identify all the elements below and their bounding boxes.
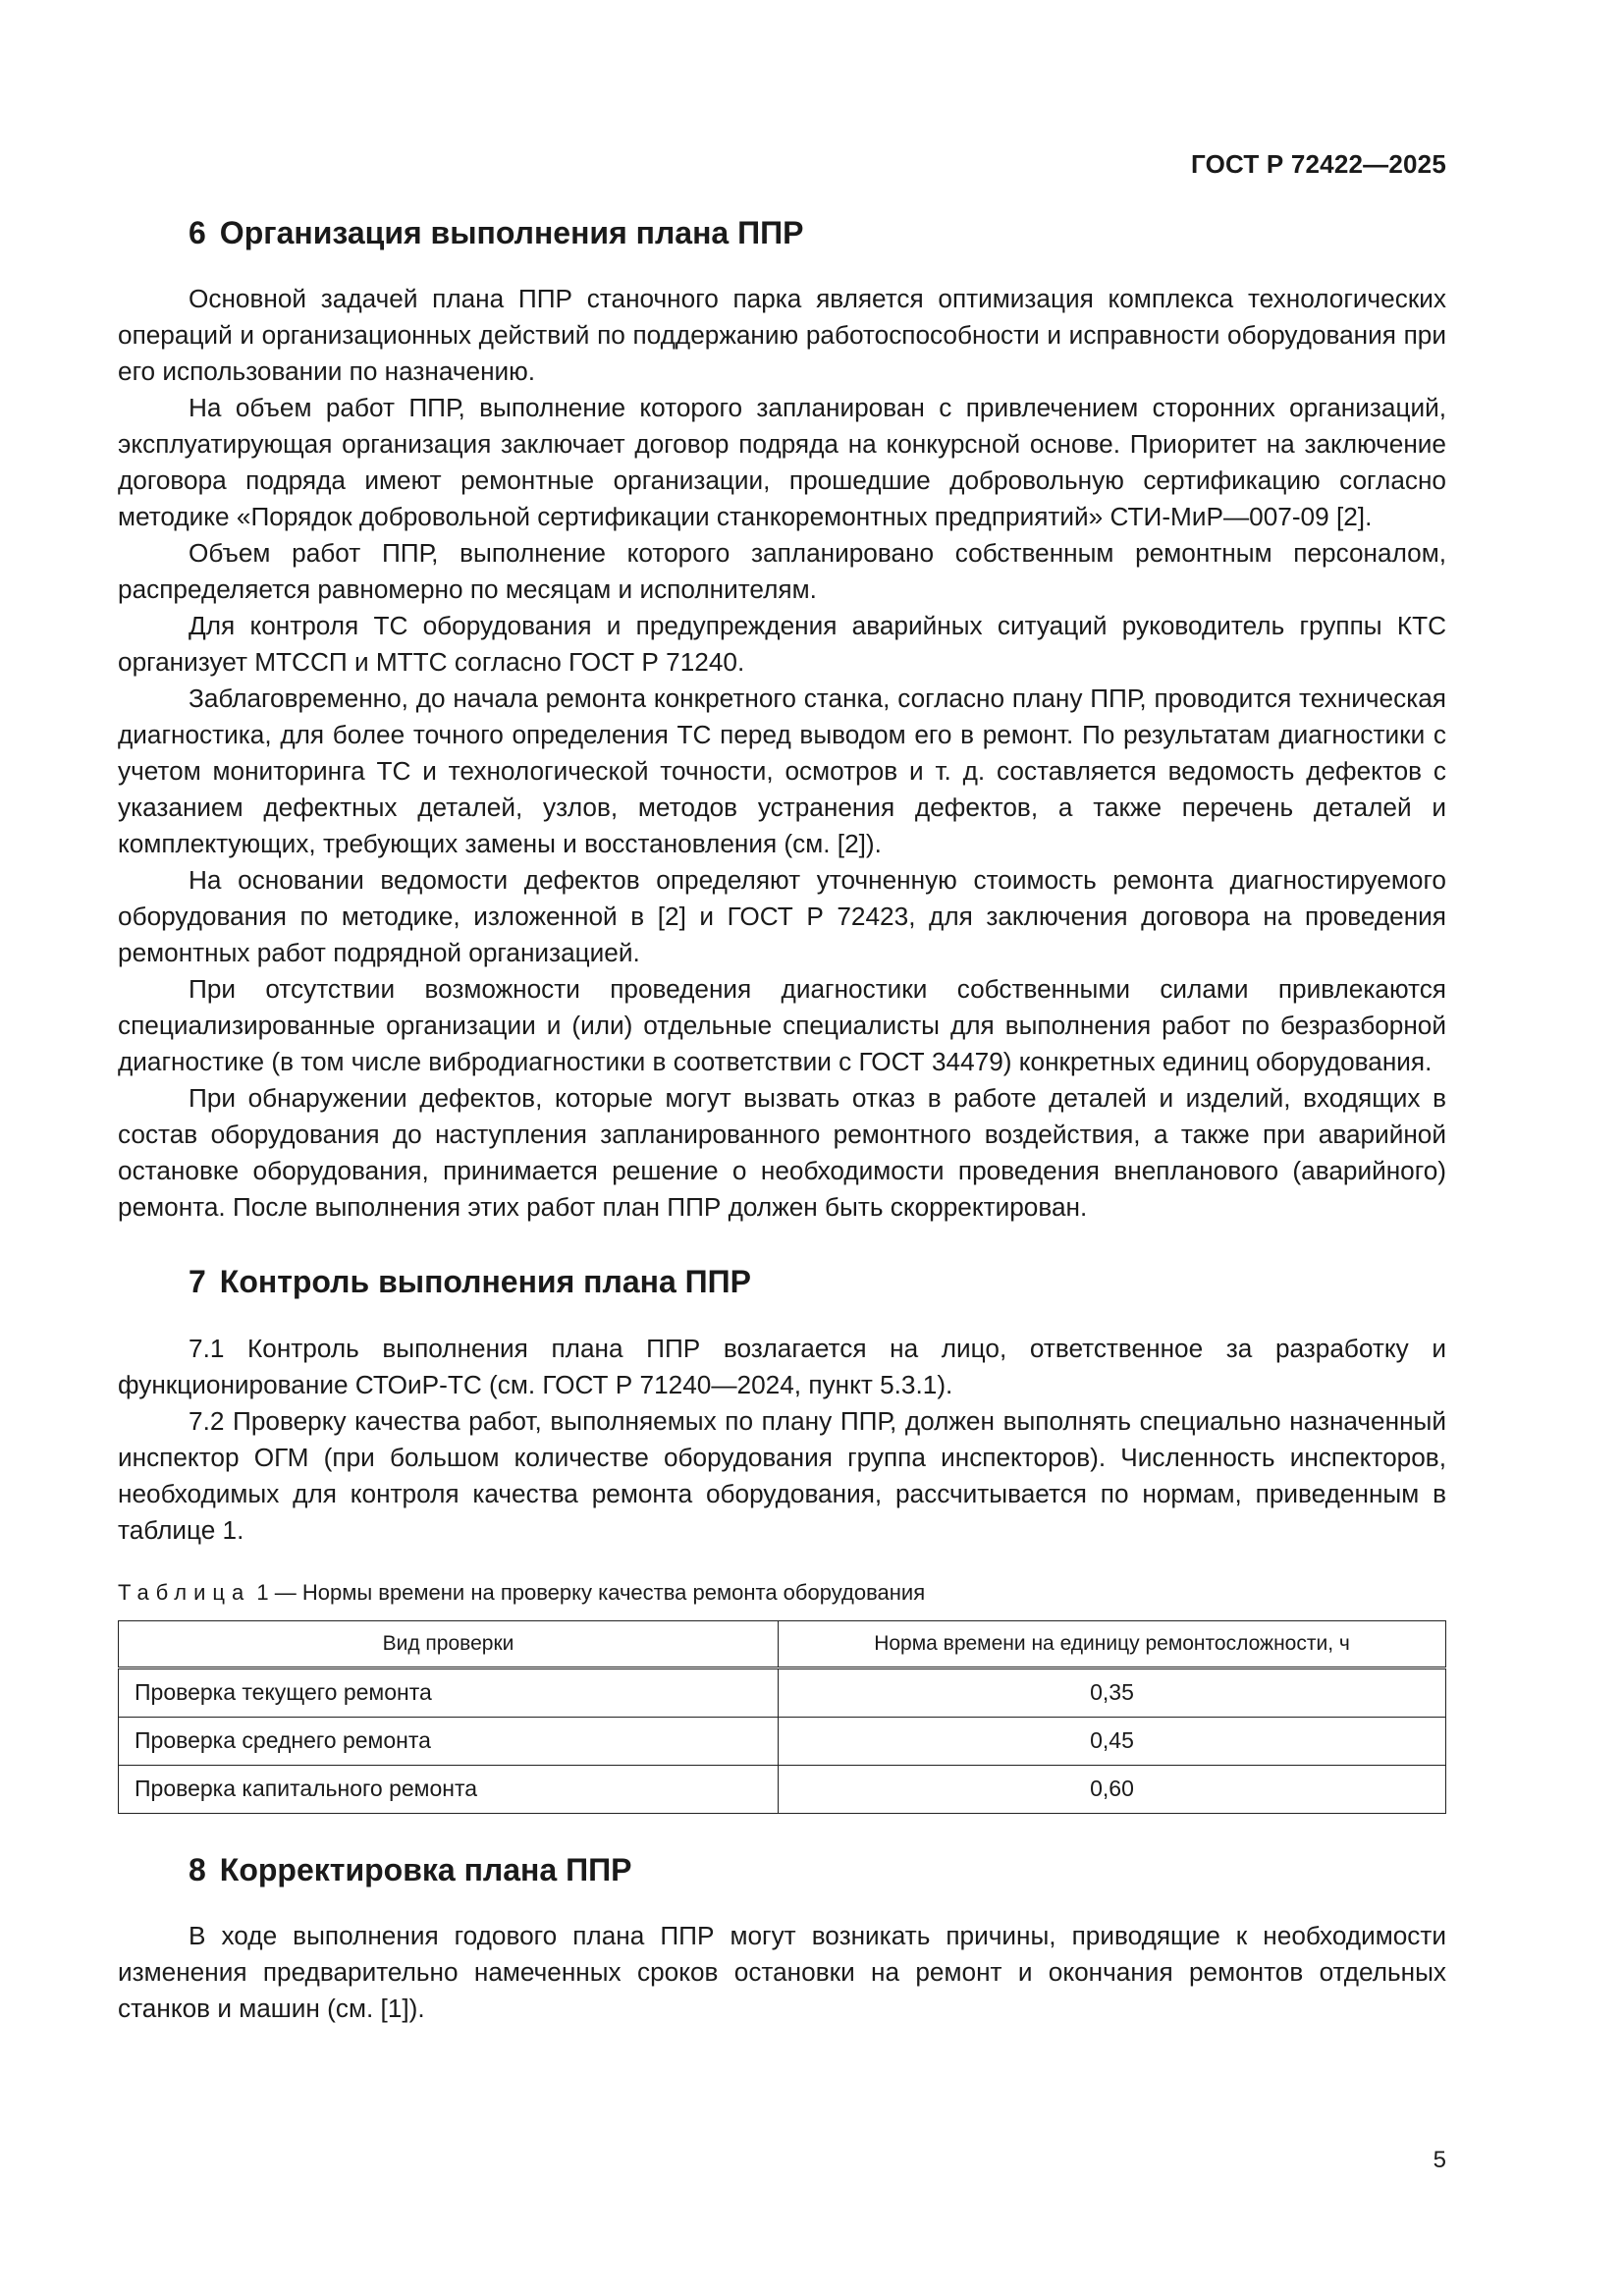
paragraph: Для контроля ТС оборудования и предупреждения аварийных ситуаций руководитель группы КТС организует МТССП и МТТС согласно ГОСТ Р 71240. [118, 611, 1446, 678]
section-7-number: 7 [189, 1264, 206, 1300]
norms-table [118, 1620, 1446, 1814]
paragraph: При обнаружении дефектов, которые могут вызвать отказ в работе деталей и изделий, входящих в состав оборудования до наступления запланированного ремонтного воздействия, а также при аварийной остановке оборудования, принимается решение о необходимости проведения внепланового (аварийного) ремонта. После выполнения этих работ план ППР должен быть скорректирован. [118, 1083, 1446, 1223]
table-cell: Проверка среднего ремонта [119, 1717, 779, 1765]
paragraph: Заблаговременно, до начала ремонта конкретного станка, согласно плану ППР, проводится техническая диагностика, для более точного определения ТС перед выводом его в ремонт. По результатам диагностики с учетом мониторинга ТС и технологической точности, осмотров и т. д. составляется ведомость дефектов с указанием дефектных деталей, узлов, методов устранения дефектов, а также перечень деталей и комплектующих, требующих замены и восстановления (см. [2]). [118, 683, 1446, 859]
table-cell: 0,45 [779, 1717, 1446, 1765]
section-8 [118, 1851, 1446, 2027]
column-header-check-type: Вид проверки [119, 1620, 779, 1667]
table-cell: 0,35 [779, 1667, 1446, 1717]
paragraph: При отсутствии возможности проведения диагностики собственными силами привлекаются специализированные организации и (или) отдельные специалисты для выполнения работ по безразборной диагностике (в том числе вибродиагностики в соответствии с ГОСТ 34479) конкретных единиц оборудования. [118, 974, 1446, 1077]
table-cell: Проверка текущего ремонта [119, 1667, 779, 1717]
table-caption [118, 1580, 1446, 1606]
paragraph: 7.1 Контроль выполнения плана ППР возлагается на лицо, ответственное за разработку и функционирование СТОиР-ТС (см. ГОСТ Р 71240—2024, пункт 5.3.1). [118, 1333, 1446, 1399]
section-7 [118, 1263, 1446, 1813]
paragraph: В ходе выполнения годового плана ППР могут возникать причины, приводящие к необходимости изменения предварительно намеченных сроков остановки на ремонт и окончания ремонтов отдельных станков и машин (см. [1]). [118, 1921, 1446, 2024]
section-6-heading [189, 214, 1446, 251]
document-body [118, 214, 1446, 2027]
table-caption-word: Таблица [118, 1579, 251, 1605]
paragraph: Основной задачей плана ППР станочного парка является оптимизация комплекса технологических операций и организационных действий по поддержанию работоспособности и исправности оборудования при его использовании по назначению. [118, 284, 1446, 387]
table-cell: 0,60 [779, 1765, 1446, 1813]
paragraph: На основании ведомости дефектов определяют уточненную стоимость ремонта диагностируемого оборудования по методике, изложенной в [2] и ГОСТ Р 72423, для заключения договора на проведения ремонтных работ подрядной организацией. [118, 865, 1446, 968]
page-number: 5 [1433, 2147, 1446, 2173]
section-6-title: Организация выполнения плана ППР [219, 215, 804, 250]
paragraph: На объем работ ППР, выполнение которого запланирован с привлечением сторонних организаций, эксплуатирующая организация заключает договор подряда на конкурсной основе. Приоритет на заключение договора подряда имеют ремонтные организации, прошедшие добровольную сертификацию согласно методике «Порядок добровольной сертификации станкоремонтных предприятий» СТИ-МиР—007-09 [2]. [118, 393, 1446, 532]
table-row [119, 1717, 1446, 1765]
table-cell: Проверка капитального ремонта [119, 1765, 779, 1813]
section-8-heading [189, 1851, 1446, 1888]
table-header-row [119, 1620, 1446, 1667]
paragraph: 7.2 Проверку качества работ, выполняемых по плану ППР, должен выполнять специально назначенный инспектор ОГМ (при большом количестве оборудования группа инспекторов). Численность инспекторов, необходимых для контроля качества ремонта оборудования, рассчитывается по нормам, приведенным в таблице 1. [118, 1405, 1446, 1545]
table-row [119, 1667, 1446, 1717]
section-7-title: Контроль выполнения плана ППР [219, 1264, 751, 1300]
section-6 [118, 214, 1446, 1226]
document-code: ГОСТ Р 72422—2025 [1191, 149, 1446, 179]
column-header-time-norm: Норма времени на единицу ремонтосложности, ч [779, 1620, 1446, 1667]
section-8-title: Корректировка плана ППР [219, 1851, 632, 1887]
section-8-number: 8 [189, 1851, 206, 1887]
section-6-number: 6 [189, 215, 206, 250]
section-7-heading [189, 1263, 1446, 1300]
table-row [119, 1765, 1446, 1813]
table-caption-text: 1 — Нормы времени на проверку качества ремонта оборудования [256, 1579, 926, 1605]
paragraph: Объем работ ППР, выполнение которого запланировано собственным ремонтным персоналом, распределяется равномерно по месяцам и исполнителям. [118, 538, 1446, 605]
